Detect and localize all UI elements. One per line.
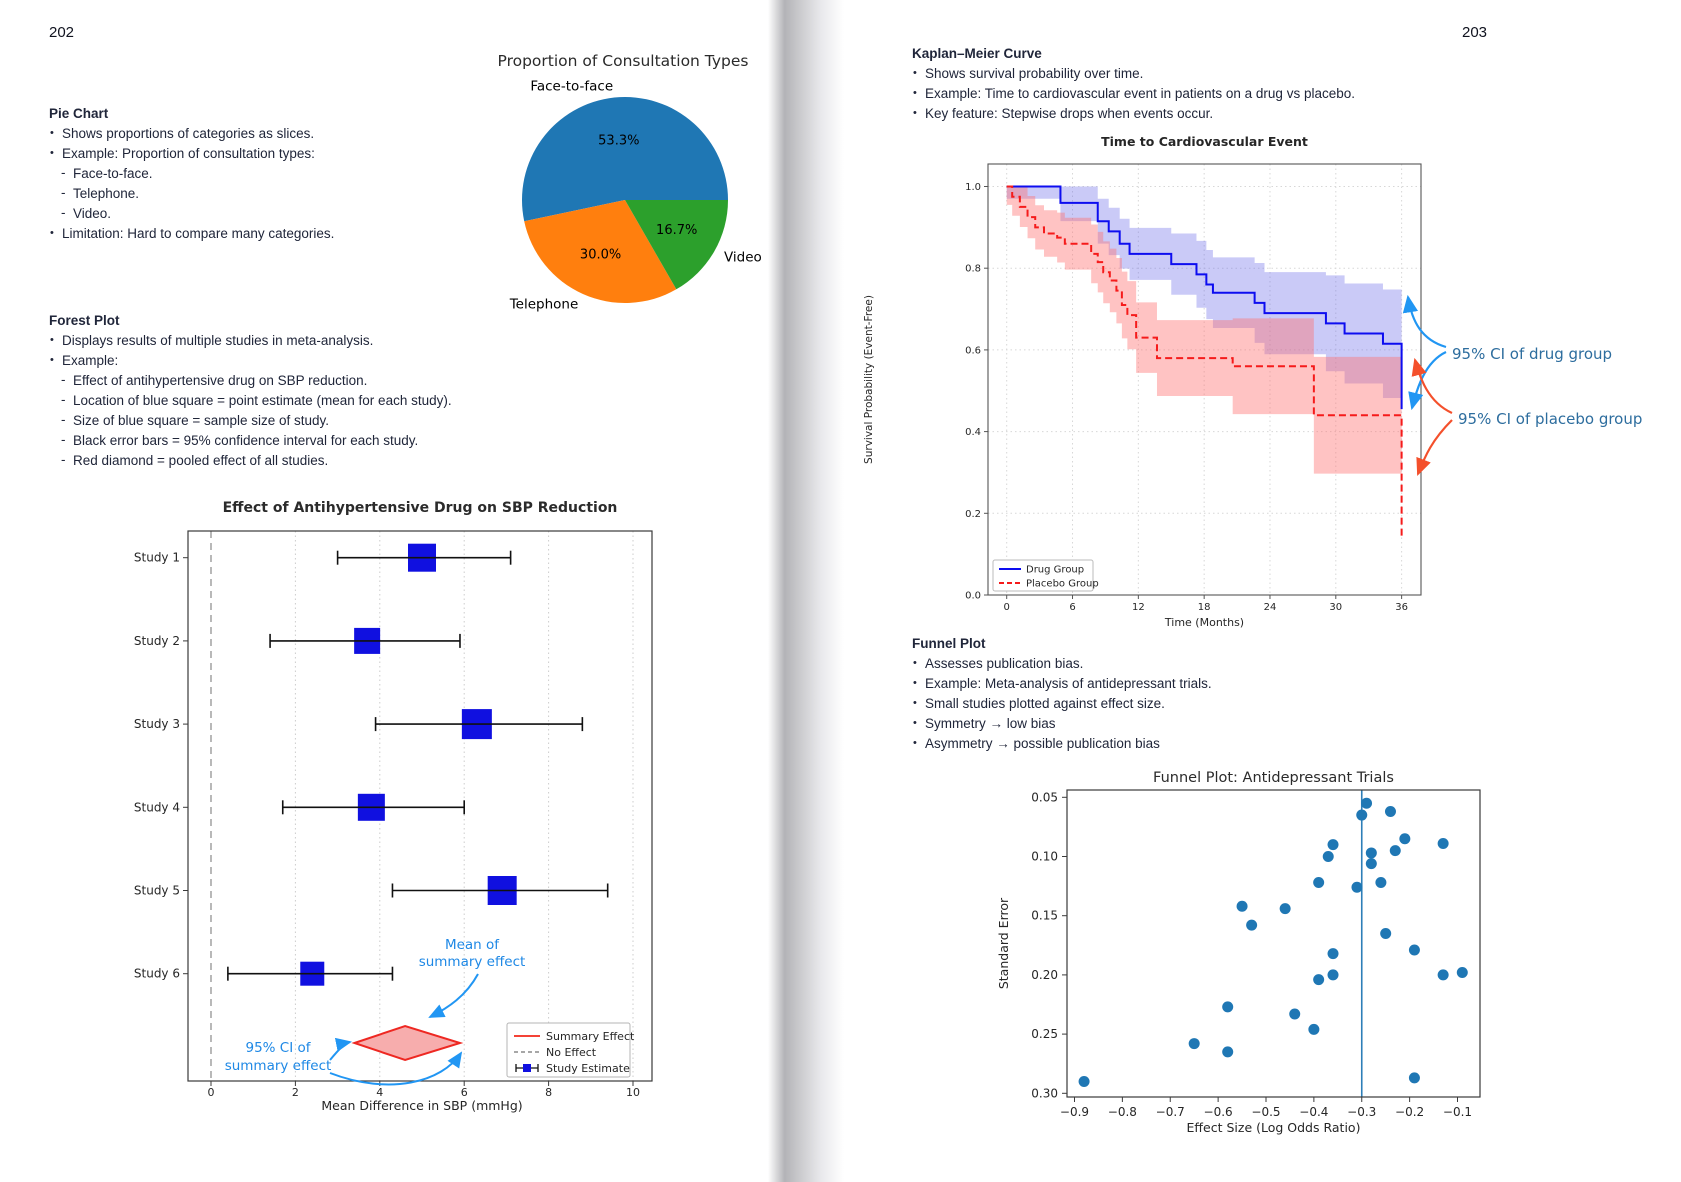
study-label: Study 1 — [133, 550, 180, 565]
bullet-text: Example: Proportion of consultation types: — [62, 146, 315, 161]
y-tick-label: 0.30 — [1031, 1086, 1058, 1101]
summary-diamond — [354, 1026, 460, 1060]
bullet-item — [912, 674, 1392, 694]
scatter-point — [1313, 877, 1324, 888]
pie-section-list — [49, 124, 439, 244]
study-label: Study 2 — [133, 633, 180, 648]
x-tick-label: 2 — [291, 1086, 299, 1099]
bullet-text: Displays results of multiple studies in meta-analysis. — [62, 333, 374, 348]
scatter-point — [1222, 1001, 1233, 1012]
bullet-text: Effect of antihypertensive drug on SBP reduction. — [73, 373, 368, 388]
bullet-text: Key feature: Stepwise drops when events occur. — [925, 106, 1214, 121]
x-tick-label: −0.3 — [1347, 1105, 1377, 1119]
bullet-text: Limitation: Hard to compare many categories. — [62, 226, 335, 241]
bullet-dash: - — [61, 392, 66, 407]
scatter-point — [1356, 810, 1367, 821]
bullet-dot: • — [50, 354, 54, 366]
y-tick-label: 0.0 — [965, 590, 981, 602]
scatter-point — [1351, 882, 1362, 893]
bullet-text: Black error bars = 95% confidence interval for each study. — [73, 433, 419, 448]
bullet-item — [49, 351, 489, 371]
bullet-dot: • — [913, 67, 917, 79]
bullet-text: Symmetry → low bias — [925, 716, 1056, 731]
plot-frame — [188, 531, 652, 1081]
y-tick-label: 0.4 — [965, 427, 981, 439]
scatter-point — [1222, 1046, 1233, 1057]
scatter-point — [1366, 847, 1377, 858]
bullet-text: Red diamond = pooled effect of all studies. — [73, 453, 329, 468]
pie-category-label: Video — [723, 249, 762, 266]
x-tick-label: 24 — [1263, 602, 1277, 613]
y-tick-label: 0.20 — [1031, 967, 1058, 982]
bullet-text: Small studies plotted against effect size. — [925, 696, 1165, 711]
annotation-arrow — [330, 1042, 350, 1060]
bullet-dash: - — [61, 432, 66, 447]
scatter-point — [1308, 1024, 1319, 1035]
bullet-text: Example: Meta-analysis of antidepressant trials. — [925, 676, 1212, 691]
scatter-point — [1438, 969, 1449, 980]
scatter-point — [1328, 969, 1339, 980]
y-tick-label: 0.10 — [1031, 849, 1058, 864]
bullet-item — [49, 124, 439, 144]
forest-section-text — [49, 311, 489, 471]
forest-plot — [100, 460, 700, 1140]
legend-square — [523, 1064, 531, 1072]
scatter-point — [1399, 833, 1410, 844]
forest-xlabel: Mean Difference in SBP (mmHg) — [321, 1098, 523, 1113]
bullet-item — [49, 331, 489, 351]
legend-label: Drug Group — [1026, 564, 1085, 576]
bullet-dot: • — [913, 697, 917, 709]
annotation-mean-line1: Mean of — [444, 937, 500, 953]
bullet-text: Size of blue square = sample size of study. — [73, 413, 330, 428]
bullet-dash: - — [61, 185, 66, 200]
bullet-text: Video. — [73, 206, 112, 221]
bullet-dash: - — [61, 372, 66, 387]
x-tick-label: 10 — [626, 1086, 640, 1099]
legend-label: Summary Effect — [546, 1030, 635, 1043]
bullet-item — [49, 391, 489, 411]
scatter-point — [1237, 901, 1248, 912]
scatter-point — [1390, 845, 1401, 856]
km-section-text — [912, 44, 1472, 124]
y-tick-label: 0.25 — [1031, 1027, 1058, 1042]
x-tick-label: −0.1 — [1442, 1105, 1473, 1119]
study-label: Study 5 — [133, 883, 180, 898]
bullet-dot: • — [50, 334, 54, 346]
bullet-text: Example: — [62, 353, 119, 368]
bullet-dash: - — [61, 412, 66, 427]
annotation-ci-line1: 95% CI of — [245, 1040, 311, 1056]
x-tick-label: 8 — [545, 1086, 553, 1099]
study-label: Study 6 — [133, 966, 180, 981]
y-tick-label: 0.8 — [965, 263, 981, 275]
x-tick-label: 36 — [1395, 602, 1408, 613]
page-number-left: 202 — [49, 24, 75, 41]
bullet-item — [49, 411, 489, 431]
bullet-text: Telephone. — [73, 186, 140, 201]
legend-label: Study Estimate — [546, 1062, 630, 1075]
forest-section-heading: Forest Plot — [49, 313, 120, 328]
scatter-point — [1289, 1008, 1300, 1019]
bullet-item — [912, 104, 1472, 124]
scatter-point — [1280, 903, 1291, 914]
pie-category-label: Telephone — [509, 296, 579, 313]
bullet-item — [49, 224, 439, 244]
bullet-dot: • — [913, 717, 917, 729]
forest-section-list — [49, 331, 489, 471]
x-tick-label: 0 — [207, 1086, 215, 1099]
scatter-point — [1079, 1076, 1090, 1087]
annotation-arrow — [430, 974, 478, 1017]
x-tick-label: 6 — [1069, 602, 1076, 613]
annotation-ci-line2: summary effect — [224, 1058, 332, 1074]
pie-pct-label: 53.3% — [598, 133, 640, 149]
x-tick-label: −0.6 — [1203, 1105, 1233, 1119]
bullet-text: Face-to-face. — [73, 166, 153, 181]
x-tick-label: −0.7 — [1155, 1105, 1185, 1119]
bullet-dot: • — [913, 657, 917, 669]
x-tick-label: −0.4 — [1299, 1105, 1329, 1119]
y-tick-label: 1.0 — [965, 182, 981, 193]
x-tick-label: −0.2 — [1395, 1105, 1425, 1119]
funnel-section-heading: Funnel Plot — [912, 636, 986, 651]
bullet-dash: - — [61, 165, 66, 180]
scatter-point — [1328, 839, 1339, 850]
scatter-point — [1409, 945, 1420, 956]
bullet-item — [49, 431, 489, 451]
annotation-placebo-ci: 95% CI of placebo group — [1458, 410, 1643, 428]
funnel-title: Funnel Plot: Antidepressant Trials — [1153, 770, 1394, 786]
bullet-item — [49, 371, 489, 391]
pie-chart — [430, 35, 770, 320]
funnel-plot — [940, 700, 1540, 1170]
pie-section-text — [49, 104, 439, 244]
y-tick-label: 0.05 — [1031, 790, 1058, 805]
bullet-dash: - — [61, 205, 66, 220]
blue-arrow-top — [1408, 297, 1446, 347]
bullet-item — [49, 184, 439, 204]
km-section-heading: Kaplan–Meier Curve — [912, 46, 1042, 61]
scatter-point — [1375, 877, 1386, 888]
scatter-point — [1366, 858, 1377, 869]
x-tick-label: −0.9 — [1059, 1105, 1090, 1119]
legend-label: No Effect — [546, 1046, 597, 1059]
annotation-mean-line2: summary effect — [418, 954, 526, 970]
annotation-drug-ci: 95% CI of drug group — [1452, 345, 1613, 363]
x-tick-label: 30 — [1329, 602, 1343, 613]
bullet-dot: • — [50, 127, 54, 139]
x-tick-label: 12 — [1131, 602, 1145, 613]
bullet-item — [49, 204, 439, 224]
bullet-text: Example: Time to cardiovascular event in patients on a drug vs placebo. — [925, 86, 1355, 101]
bullet-text: Location of blue square = point estimate (mean for each study). — [73, 393, 452, 408]
pie-category-label: Face-to-face — [530, 78, 614, 95]
scatter-point — [1438, 838, 1449, 849]
bullet-dot: • — [50, 147, 54, 159]
pie-pct-label: 16.7% — [656, 222, 698, 238]
bullet-dash: - — [61, 452, 66, 467]
x-tick-label: −0.8 — [1107, 1105, 1137, 1119]
y-tick-label: 0.6 — [965, 345, 981, 357]
bullet-item — [912, 84, 1472, 104]
bullet-text: Shows proportions of categories as slices. — [62, 126, 315, 141]
legend-label: Placebo Group — [1026, 578, 1099, 590]
study-label: Study 3 — [133, 717, 180, 732]
bullet-text: Assesses publication bias. — [925, 656, 1084, 671]
pie-section-heading: Pie Chart — [49, 106, 109, 121]
scatter-point — [1380, 928, 1391, 939]
blue-arrow-bottom — [1412, 352, 1446, 408]
x-tick-label: −0.5 — [1251, 1105, 1281, 1119]
bullet-dot: • — [913, 677, 917, 689]
scatter-point — [1313, 974, 1324, 985]
page-number-right: 203 — [1462, 24, 1488, 41]
x-tick-label: 4 — [376, 1086, 384, 1099]
x-tick-label: 0 — [1003, 602, 1010, 613]
funnel-ylabel: Standard Error — [996, 897, 1011, 990]
bullet-item — [912, 654, 1392, 674]
pie-pct-label: 30.0% — [579, 247, 622, 263]
bullet-item — [49, 144, 439, 164]
scatter-point — [1385, 806, 1396, 817]
x-tick-label: 6 — [460, 1086, 468, 1099]
x-tick-label: 18 — [1197, 602, 1211, 613]
km-title: Time to Cardiovascular Event — [1101, 134, 1308, 149]
bullet-text: Shows survival probability over time. — [925, 66, 1144, 81]
y-tick-label: 0.2 — [965, 508, 981, 520]
pie-title: Proportion of Consultation Types — [497, 52, 749, 70]
page-202 — [0, 0, 768, 1182]
y-tick-label: 0.15 — [1031, 908, 1058, 923]
bullet-dot: • — [50, 227, 54, 239]
scatter-point — [1457, 967, 1468, 978]
bullet-item — [912, 64, 1472, 84]
scatter-point — [1246, 920, 1257, 931]
bullet-item — [49, 164, 439, 184]
scatter-point — [1409, 1072, 1420, 1083]
km-xlabel: Time (Months) — [1164, 616, 1245, 629]
bullet-dot: • — [913, 107, 917, 119]
bullet-dot: • — [913, 87, 917, 99]
study-label: Study 4 — [133, 800, 180, 815]
bullet-dot: • — [913, 737, 917, 749]
scatter-point — [1361, 798, 1372, 809]
km-section-list — [912, 64, 1472, 124]
scatter-point — [1328, 948, 1339, 959]
plot-frame — [1067, 790, 1480, 1097]
red-arrow-bottom — [1418, 420, 1452, 474]
bullet-text: Asymmetry → possible publication bias — [925, 736, 1160, 751]
page-gutter — [768, 0, 844, 1182]
km-ylabel: Survival Probability (Event-Free) — [863, 295, 875, 464]
scatter-point — [1323, 851, 1334, 862]
scatter-point — [1189, 1038, 1200, 1049]
funnel-xlabel: Effect Size (Log Odds Ratio) — [1186, 1120, 1361, 1135]
forest-title: Effect of Antihypertensive Drug on SBP Reduction — [222, 500, 618, 516]
km-chart — [855, 125, 1655, 635]
